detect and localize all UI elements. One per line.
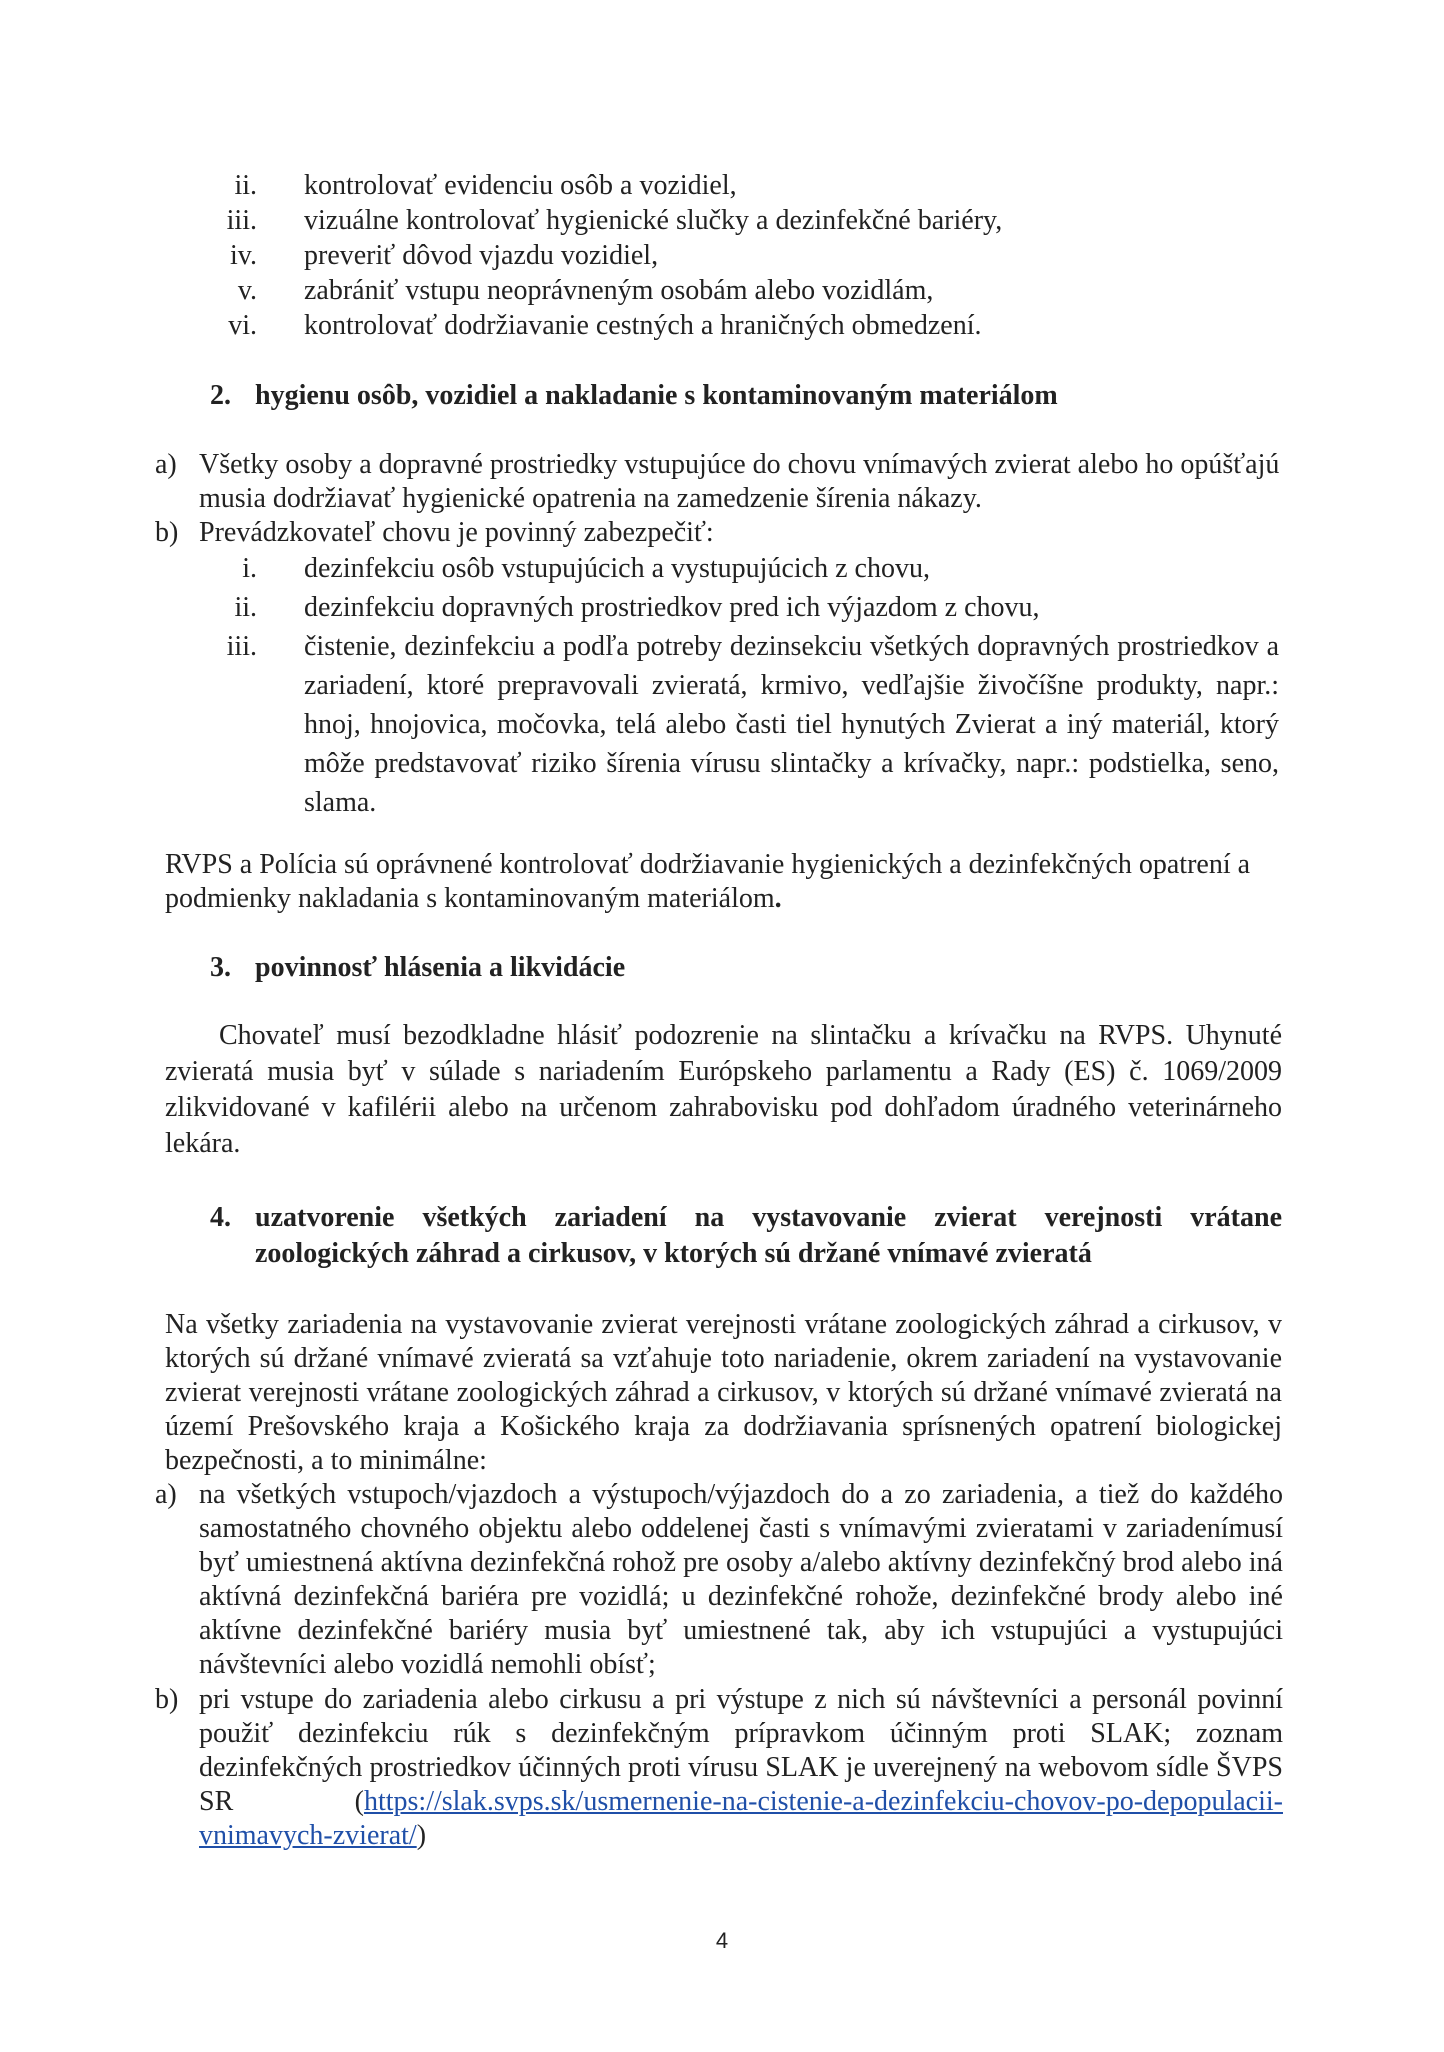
- section-number: 3.: [210, 952, 231, 983]
- section-4-intro: [165, 1308, 1282, 1478]
- section-2-item-a: [155, 448, 1283, 518]
- item-label: a): [155, 1479, 177, 1510]
- list-item-text: kontrolovať dodržiavanie cestných a hraničných obmedzení.: [304, 310, 982, 341]
- list-item-number: ii.: [234, 170, 257, 201]
- list-item-text: kontrolovať evidenciu osôb a vozidiel,: [304, 170, 737, 201]
- sub-list-item: [197, 627, 1297, 822]
- sub-list-item: [197, 588, 1297, 627]
- sub-item-number: i.: [242, 553, 257, 584]
- item-text: [199, 1683, 1283, 1853]
- page-number: 4: [715, 1928, 729, 1953]
- item-label: a): [155, 449, 177, 480]
- section-3-paragraph: [165, 1018, 1282, 1162]
- list-item: [197, 308, 1297, 343]
- list-item-text: zabrániť vstupu neoprávneným osobám alebo vozidlám,: [304, 275, 934, 306]
- svps-link[interactable]: https://slak.svps.sk/usmernenie-na-cistenie-a-dezinfekciu-chovov-po-depopulacii-vnimavych-zvierat/: [199, 1786, 1283, 1851]
- item-label: b): [155, 1684, 179, 1715]
- list-item-number: v.: [237, 275, 257, 306]
- item-text: Všetky osoby a dopravné prostriedky vstupujúce do chovu vnímavých zvierat alebo ho opúšťajú musia dodržiavať hygienické opatrenia na zamedzenie šírenia nákazy.: [199, 449, 1280, 514]
- closing-text: RVPS a Polícia sú oprávnené kontrolovať dodržiavanie hygienických a dezinfekčných opatrení a podmienky nakladania s kontaminovaným materiálom: [165, 849, 1251, 914]
- sub-item-text: dezinfekciu osôb vstupujúcich a vystupujúcich z chovu,: [304, 553, 930, 584]
- paragraph-text: Chovateľ musí bezodkladne hlásiť podozrenie na slintačku a krívačku na RVPS. Uhynuté zvieratá musia byť v súlade s nariadením Európskeho parlamentu a Rady (ES) č. 1069/2009 zlikvidované v kafilérii alebo na určenom zahrabovisku pod dohľadom úradného veterinárneho lekára.: [165, 1020, 1282, 1159]
- list-item-text: preveriť dôvod vjazdu vozidiel,: [304, 240, 659, 271]
- section-4-item-b: [155, 1683, 1283, 1853]
- list-item: [197, 238, 1297, 273]
- list-item-number: iii.: [226, 205, 257, 236]
- section-title-line-2: zoologických záhrad a cirkusov, v ktorých sú držané vnímavé zvieratá: [255, 1238, 1092, 1269]
- list-item-number: iv.: [230, 240, 257, 271]
- list-item-text: vizuálne kontrolovať hygienické slučky a dezinfekčné bariéry,: [304, 205, 1003, 236]
- section-2-closing: [165, 848, 1282, 916]
- paragraph-text: Na všetky zariadenia na vystavovanie zvierat verejnosti vrátane zoologických záhrad a cirkusov, v ktorých sú držané vnímavé zvieratá sa vzťahuje toto nariadenie, okrem zariadení na vystavovanie zvierat verejnosti vrátane zoologických záhrad a cirkusov, v ktorých sú držané vnímavé zvieratá na území Prešovského kraja a Košického kraja za dodržiavania sprísnených opatrení biologickej bezpečnosti, a to minimálne:: [165, 1309, 1282, 1476]
- list-item: [197, 273, 1297, 308]
- sub-item-text: čistenie, dezinfekciu a podľa potreby dezinsekciu všetkých dopravných prostriedkov a zariadení, ktoré prepravovali zvieratá, krmivo, vedľajšie živočíšne produkty, napr.: hnoj, hnojovica, močovka, telá alebo časti tiel hynutých Zvierat a iný materiál, ktorý môže predstavovať riziko šírenia vírusu slintačky a krívačky, napr.: podstielka, seno, slama.: [304, 631, 1279, 818]
- sub-item-number: ii.: [234, 592, 257, 623]
- sub-item-number: iii.: [226, 631, 257, 662]
- item-text-body: pri vstupe do zariadenia alebo cirkusu a pri výstupe z nich sú návštevníci a personál povinní použiť dezinfekciu rúk s dezinfekčným prípravkom účinným proti SLAK; zoznam dezinfekčných prostriedkov účinných proti vírusu SLAK je uverejnený na webovom sídle ŠVPS SR (: [199, 1684, 1283, 1817]
- list-item-number: vi.: [228, 310, 257, 341]
- sub-item-text: dezinfekciu dopravných prostriedkov pred ich výjazdom z chovu,: [304, 592, 1040, 623]
- item-label: b): [155, 517, 179, 548]
- top-roman-list: [197, 168, 1297, 343]
- item-text: Prevádzkovateľ chovu je povinný zabezpečiť:: [199, 517, 714, 548]
- section-title: povinnosť hlásenia a likvidácie: [255, 952, 626, 983]
- section-4-item-a: [155, 1478, 1283, 1683]
- section-title: hygienu osôb, vozidiel a nakladanie s kontaminovaným materiálom: [255, 380, 1058, 411]
- section-number: 2.: [210, 380, 231, 411]
- closing-end: .: [774, 883, 782, 914]
- sub-list-item: [197, 549, 1297, 588]
- section-2-item-b: [155, 516, 1283, 552]
- section-title-line-1: uzatvorenie všetkých zariadení na vystavovanie zvierat verejnosti vrátane: [255, 1202, 1282, 1233]
- section-number: 4.: [210, 1202, 231, 1233]
- list-item: [197, 168, 1297, 203]
- item-text-end: ): [416, 1820, 427, 1851]
- list-item: [197, 203, 1297, 238]
- section-4-heading: [210, 1200, 1282, 1272]
- item-text: na všetkých vstupoch/vjazdoch a výstupoch/výjazdoch do a zo zariadenia, a tiež do každého samostatného chovného objektu alebo oddelenej časti s vnímavými zvieratami v zariadenímusí byť umiestnená aktívna dezinfekčná rohož pre osoby a/alebo aktívny dezinfekčný brod alebo iná aktívná dezinfekčná bariéra pre vozidlá; u dezinfekčné rohože, dezinfekčné brody alebo iné aktívne dezinfekčné bariéry musia byť umiestnené tak, aby ich vstupujúci a vystupujúci návštevníci alebo vozidlá nemohli obísť;: [199, 1479, 1283, 1680]
